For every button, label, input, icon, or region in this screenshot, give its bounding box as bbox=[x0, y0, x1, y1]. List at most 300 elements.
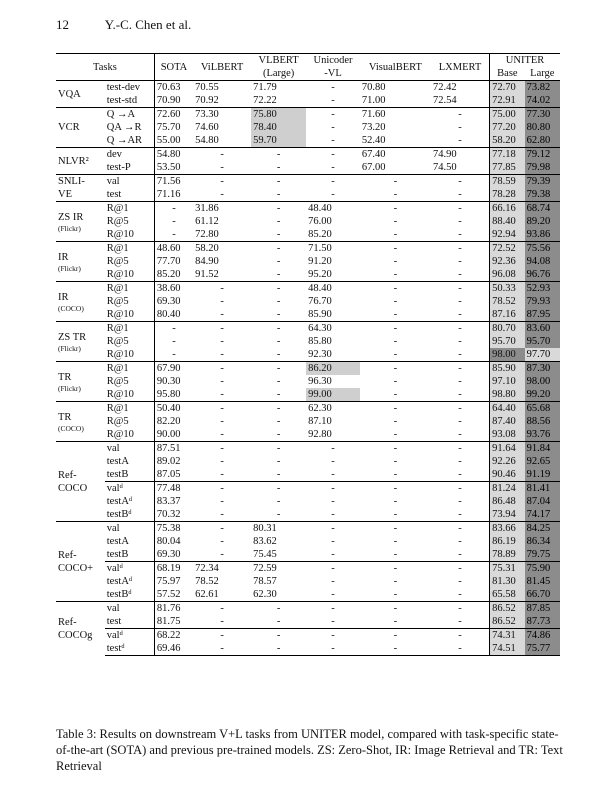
split-cell: R@1 bbox=[105, 362, 155, 376]
base-cell: 86.48 bbox=[490, 495, 525, 508]
sota-cell: - bbox=[154, 322, 193, 336]
large-cell: 98.00 bbox=[525, 375, 560, 388]
large-cell: 79.93 bbox=[525, 295, 560, 308]
vilbert-cell: 54.80 bbox=[195, 135, 219, 146]
vilbert-cell: - bbox=[220, 309, 224, 320]
lxmert-cell: - bbox=[431, 402, 490, 416]
base-cell: 75.00 bbox=[490, 108, 525, 122]
vilbert-cell: 78.52 bbox=[195, 576, 219, 587]
visualbert-cell: - bbox=[393, 229, 398, 240]
table-row bbox=[56, 615, 560, 629]
vlbert-cell: - bbox=[276, 216, 281, 227]
base-cell: 74.51 bbox=[490, 642, 525, 656]
vilbert-cell: 73.30 bbox=[193, 108, 251, 122]
split-cell: QA →R bbox=[106, 122, 142, 133]
visualbert-cell: - bbox=[393, 549, 398, 560]
unicoder-cell: - bbox=[331, 589, 335, 600]
lxmert-cell: - bbox=[431, 602, 490, 616]
sota-cell: 69.46 bbox=[154, 642, 193, 656]
vilbert-cell: - bbox=[193, 362, 251, 376]
sota-cell: 85.20 bbox=[154, 268, 193, 282]
unicoder-cell: - bbox=[331, 456, 335, 467]
task-name-cell bbox=[56, 81, 105, 108]
vlbert-cell: - bbox=[251, 602, 306, 616]
sota-cell: - bbox=[154, 335, 193, 348]
large-cell: 73.82 bbox=[525, 81, 560, 95]
table-row bbox=[56, 468, 560, 482]
sota-cell: 75.97 bbox=[154, 575, 193, 588]
visualbert-cell: - bbox=[393, 376, 398, 387]
vlbert-cell: 80.31 bbox=[251, 522, 306, 536]
sota-cell: - bbox=[154, 228, 193, 242]
task-name-cell bbox=[56, 602, 105, 656]
large-cell: 87.73 bbox=[525, 615, 560, 629]
task-group bbox=[56, 362, 560, 402]
unicoder-cell: 92.30 bbox=[308, 349, 332, 360]
vlbert-cell: - bbox=[276, 189, 281, 200]
unicoder-cell: - bbox=[331, 135, 335, 146]
visualbert-cell: - bbox=[393, 589, 398, 600]
base-cell: 87.40 bbox=[490, 415, 525, 428]
sota-cell: 83.37 bbox=[154, 495, 193, 508]
base-cell: 98.80 bbox=[490, 388, 525, 402]
vlbert-cell: - bbox=[276, 389, 281, 400]
visualbert-cell: - bbox=[360, 522, 431, 536]
task-name: TR bbox=[58, 371, 72, 383]
visualbert-cell: - bbox=[360, 202, 431, 216]
visualbert-cell: - bbox=[360, 562, 431, 576]
sota-cell: 71.16 bbox=[154, 188, 193, 202]
base-cell: 65.58 bbox=[490, 588, 525, 602]
base-cell: 64.40 bbox=[490, 402, 525, 416]
vilbert-cell: 72.34 bbox=[193, 562, 251, 576]
unicoder-cell: - bbox=[306, 108, 360, 122]
unicoder-cell: 91.20 bbox=[308, 256, 332, 267]
vlbert-cell: - bbox=[276, 349, 281, 360]
vilbert-cell: - bbox=[220, 349, 224, 360]
sota-cell: 95.80 bbox=[154, 388, 193, 402]
visualbert-cell: - bbox=[393, 336, 398, 347]
task-group bbox=[56, 108, 560, 148]
task-name-cell bbox=[56, 322, 105, 362]
split-cell: testAᵈ bbox=[106, 576, 133, 587]
unicoder-cell: 92.80 bbox=[308, 429, 332, 440]
split-cell: R@10 bbox=[106, 269, 134, 280]
split-cell: test-std bbox=[106, 95, 138, 106]
header-vlbert-sub: (Large) bbox=[251, 67, 306, 81]
base-cell: 78.89 bbox=[490, 548, 525, 562]
task-name-cell bbox=[56, 282, 105, 322]
table-row bbox=[56, 522, 560, 536]
task-name: ZS IR bbox=[58, 211, 84, 223]
vilbert-cell: - bbox=[220, 429, 224, 440]
lxmert-cell: - bbox=[458, 135, 462, 146]
vlbert-cell: - bbox=[276, 509, 281, 520]
lxmert-cell: - bbox=[458, 549, 462, 560]
task-name-cell bbox=[56, 522, 105, 602]
table-row bbox=[56, 455, 560, 468]
split-cell: testAᵈ bbox=[106, 496, 133, 507]
base-cell: 58.20 bbox=[490, 134, 525, 148]
large-cell: 89.20 bbox=[525, 215, 560, 228]
table-row bbox=[56, 121, 560, 134]
base-cell: 83.66 bbox=[490, 522, 525, 536]
table-row bbox=[56, 282, 560, 296]
visualbert-cell: - bbox=[393, 456, 398, 467]
header-large: Large bbox=[525, 67, 560, 81]
header-vlbert: VLBERT bbox=[251, 54, 306, 68]
task-dataset: (Flickr) bbox=[58, 263, 81, 273]
table-row bbox=[56, 602, 560, 616]
split-cell: R@10 bbox=[106, 349, 134, 360]
split-cell: testᵈ bbox=[105, 642, 155, 656]
lxmert-cell: - bbox=[458, 389, 462, 400]
base-cell: 50.33 bbox=[490, 282, 525, 296]
task-name: Ref- bbox=[58, 616, 77, 628]
lxmert-cell: - bbox=[458, 616, 462, 627]
header-uniter: UNITER bbox=[490, 54, 560, 68]
vlbert-cell: - bbox=[276, 309, 281, 320]
visualbert-cell: - bbox=[360, 629, 431, 643]
visualbert-cell: - bbox=[393, 616, 398, 627]
unicoder-cell: - bbox=[331, 536, 335, 547]
split-cell: testA bbox=[106, 536, 129, 547]
unicoder-cell: - bbox=[331, 95, 335, 106]
vilbert-cell: - bbox=[220, 389, 224, 400]
sota-cell: 68.19 bbox=[154, 562, 193, 576]
unicoder-cell: - bbox=[331, 576, 335, 587]
visualbert-cell: 73.20 bbox=[361, 122, 386, 133]
base-cell: 78.59 bbox=[490, 175, 525, 189]
large-cell: 66.70 bbox=[525, 588, 560, 602]
table-row bbox=[56, 202, 560, 216]
vlbert-cell: - bbox=[251, 202, 306, 216]
split-cell: val bbox=[105, 602, 155, 616]
split-cell: dev bbox=[105, 148, 155, 162]
lxmert-cell: - bbox=[458, 296, 462, 307]
unicoder-cell: 48.40 bbox=[306, 282, 360, 296]
lxmert-cell: - bbox=[431, 522, 490, 536]
task-group bbox=[56, 602, 560, 656]
lxmert-cell: - bbox=[431, 642, 490, 656]
lxmert-cell: - bbox=[458, 216, 462, 227]
vlbert-cell: 75.45 bbox=[253, 549, 277, 560]
visualbert-cell: 52.40 bbox=[361, 135, 386, 146]
visualbert-cell: - bbox=[393, 469, 398, 480]
large-cell: 97.70 bbox=[525, 348, 560, 362]
lxmert-cell: - bbox=[431, 442, 490, 456]
vlbert-cell: - bbox=[276, 429, 281, 440]
large-cell: 91.19 bbox=[525, 468, 560, 482]
lxmert-cell: - bbox=[458, 336, 462, 347]
base-cell: 86.52 bbox=[490, 615, 525, 629]
large-cell: 94.08 bbox=[525, 255, 560, 268]
lxmert-cell: - bbox=[458, 536, 462, 547]
vilbert-cell: - bbox=[220, 616, 224, 627]
unicoder-cell: 62.30 bbox=[306, 402, 360, 416]
vlbert-cell: - bbox=[251, 175, 306, 189]
unicoder-cell: 85.90 bbox=[308, 309, 332, 320]
vilbert-cell: 62.61 bbox=[195, 589, 219, 600]
large-cell: 62.80 bbox=[525, 134, 560, 148]
unicoder-cell: 76.00 bbox=[308, 216, 332, 227]
sota-cell: 54.80 bbox=[154, 148, 193, 162]
table-row bbox=[56, 575, 560, 588]
vlbert-cell: - bbox=[276, 336, 281, 347]
header-unicoder-sub: -VL bbox=[306, 67, 360, 81]
split-cell: val bbox=[105, 175, 155, 189]
large-cell: 93.86 bbox=[525, 228, 560, 242]
table-row bbox=[56, 308, 560, 322]
sota-cell: 50.40 bbox=[154, 402, 193, 416]
unicoder-cell: 99.00 bbox=[306, 388, 360, 402]
task-name: Ref- bbox=[58, 549, 77, 561]
base-cell: 73.94 bbox=[490, 508, 525, 522]
table-row bbox=[56, 348, 560, 362]
split-cell: test-dev bbox=[105, 81, 155, 95]
lxmert-cell: 74.90 bbox=[431, 148, 490, 162]
base-cell: 90.46 bbox=[490, 468, 525, 482]
unicoder-cell: 86.20 bbox=[306, 362, 360, 376]
vilbert-cell: 61.12 bbox=[195, 216, 219, 227]
vilbert-cell: - bbox=[193, 602, 251, 616]
table-row bbox=[56, 335, 560, 348]
split-cell: test-P bbox=[106, 162, 131, 173]
visualbert-cell: - bbox=[393, 256, 398, 267]
large-cell: 74.02 bbox=[525, 94, 560, 108]
large-cell: 74.17 bbox=[525, 508, 560, 522]
large-cell: 88.56 bbox=[525, 415, 560, 428]
table-row bbox=[56, 428, 560, 442]
vilbert-cell: - bbox=[220, 469, 224, 480]
task-name: ZS TR bbox=[58, 331, 87, 343]
task-name: VQA bbox=[58, 88, 81, 100]
visualbert-cell: - bbox=[393, 309, 398, 320]
unicoder-cell: - bbox=[331, 616, 335, 627]
task-group bbox=[56, 81, 560, 108]
lxmert-cell: - bbox=[458, 469, 462, 480]
task-dataset: (Flickr) bbox=[58, 223, 81, 233]
large-cell: 95.70 bbox=[525, 335, 560, 348]
lxmert-cell: 74.50 bbox=[432, 162, 457, 173]
header-visualbert: VisualBERT bbox=[360, 54, 431, 81]
visualbert-cell: 71.00 bbox=[361, 95, 386, 106]
sota-cell: 90.30 bbox=[154, 375, 193, 388]
lxmert-cell: - bbox=[458, 429, 462, 440]
task-name: IR bbox=[58, 291, 69, 303]
task-dataset: (Flickr) bbox=[58, 383, 81, 393]
sota-cell: 75.38 bbox=[154, 522, 193, 536]
lxmert-cell: - bbox=[458, 256, 462, 267]
large-cell: 75.77 bbox=[525, 642, 560, 656]
table-row bbox=[56, 548, 560, 562]
vlbert-cell: 72.22 bbox=[253, 95, 277, 106]
unicoder-cell: - bbox=[306, 602, 360, 616]
unicoder-cell: - bbox=[306, 81, 360, 95]
table-row bbox=[56, 161, 560, 175]
vlbert-cell: - bbox=[251, 242, 306, 256]
split-cell: R@1 bbox=[105, 322, 155, 336]
large-cell: 99.20 bbox=[525, 388, 560, 402]
split-cell: testBᵈ bbox=[106, 589, 132, 600]
visualbert-cell: 70.80 bbox=[360, 81, 431, 95]
visualbert-cell: - bbox=[360, 602, 431, 616]
task-dataset: (COCO) bbox=[58, 303, 84, 313]
split-cell: R@5 bbox=[106, 376, 129, 387]
large-cell: 86.34 bbox=[525, 535, 560, 548]
sota-cell: 81.75 bbox=[154, 615, 193, 629]
header-base: Base bbox=[490, 67, 525, 81]
header-lxmert: LXMERT bbox=[431, 54, 490, 81]
task-group bbox=[56, 522, 560, 602]
unicoder-cell: - bbox=[306, 522, 360, 536]
table-row bbox=[56, 482, 560, 496]
vlbert-cell: - bbox=[251, 148, 306, 162]
table-row bbox=[56, 362, 560, 376]
table-row bbox=[56, 388, 560, 402]
vlbert-cell: - bbox=[251, 482, 306, 496]
unicoder-cell: - bbox=[331, 509, 335, 520]
vlbert-cell: - bbox=[251, 629, 306, 643]
base-cell: 72.70 bbox=[490, 81, 525, 95]
visualbert-cell: - bbox=[360, 642, 431, 656]
split-cell: R@10 bbox=[106, 309, 134, 320]
split-cell: test bbox=[106, 189, 122, 200]
vlbert-cell: 71.79 bbox=[251, 81, 306, 95]
large-cell: 75.56 bbox=[525, 242, 560, 256]
lxmert-cell: - bbox=[458, 122, 462, 133]
base-cell: 75.31 bbox=[490, 562, 525, 576]
lxmert-cell: 72.42 bbox=[431, 81, 490, 95]
split-cell: R@10 bbox=[106, 429, 134, 440]
large-cell: 96.76 bbox=[525, 268, 560, 282]
split-cell: R@10 bbox=[106, 389, 134, 400]
large-cell: 84.25 bbox=[525, 522, 560, 536]
split-cell: R@5 bbox=[106, 296, 129, 307]
vilbert-cell: - bbox=[193, 522, 251, 536]
task-name-cell bbox=[56, 402, 105, 442]
visualbert-cell: - bbox=[360, 442, 431, 456]
table-row bbox=[56, 402, 560, 416]
unicoder-cell: - bbox=[306, 148, 360, 162]
task-name-cell bbox=[56, 242, 105, 282]
sota-cell: - bbox=[154, 202, 193, 216]
vilbert-cell: - bbox=[193, 282, 251, 296]
vlbert-cell: 59.70 bbox=[251, 134, 306, 148]
unicoder-cell: 95.20 bbox=[308, 269, 332, 280]
unicoder-cell: - bbox=[306, 482, 360, 496]
vilbert-cell: - bbox=[220, 189, 224, 200]
task-group bbox=[56, 402, 560, 442]
lxmert-cell: - bbox=[431, 282, 490, 296]
vlbert-cell: - bbox=[276, 229, 281, 240]
sota-cell: 67.90 bbox=[154, 362, 193, 376]
results-table bbox=[56, 53, 560, 656]
split-cell: valᵈ bbox=[105, 629, 155, 643]
lxmert-cell: - bbox=[458, 349, 462, 360]
unicoder-cell: - bbox=[331, 162, 335, 173]
split-cell: R@1 bbox=[105, 242, 155, 256]
split-cell: val bbox=[105, 522, 155, 536]
large-cell: 65.68 bbox=[525, 402, 560, 416]
vlbert-cell: 72.59 bbox=[251, 562, 306, 576]
base-cell: 80.70 bbox=[490, 322, 525, 336]
sota-cell: 68.22 bbox=[154, 629, 193, 643]
base-cell: 86.19 bbox=[490, 535, 525, 548]
visualbert-cell: - bbox=[393, 416, 398, 427]
header-tasks: Tasks bbox=[56, 54, 154, 81]
large-cell: 79.39 bbox=[525, 175, 560, 189]
vilbert-cell: - bbox=[193, 322, 251, 336]
visualbert-cell: - bbox=[393, 216, 398, 227]
base-cell: 92.26 bbox=[490, 455, 525, 468]
visualbert-cell: - bbox=[393, 429, 398, 440]
running-head-authors: Y.-C. Chen et al. bbox=[104, 17, 192, 32]
vilbert-cell: - bbox=[220, 376, 224, 387]
unicoder-cell: - bbox=[331, 496, 335, 507]
lxmert-cell: - bbox=[458, 189, 462, 200]
base-cell: 88.40 bbox=[490, 215, 525, 228]
split-cell: R@5 bbox=[106, 216, 129, 227]
visualbert-cell: 67.40 bbox=[360, 148, 431, 162]
header-vilbert: ViLBERT bbox=[193, 54, 251, 81]
split-cell: R@10 bbox=[106, 229, 134, 240]
large-cell: 79.12 bbox=[525, 148, 560, 162]
task-name-cell bbox=[56, 442, 105, 522]
split-cell: testBᵈ bbox=[106, 509, 132, 520]
visualbert-cell: - bbox=[393, 536, 398, 547]
large-cell: 87.30 bbox=[525, 362, 560, 376]
base-cell: 72.52 bbox=[490, 242, 525, 256]
lxmert-cell: - bbox=[431, 629, 490, 643]
sota-cell: 70.32 bbox=[154, 508, 193, 522]
sota-cell: 72.60 bbox=[154, 108, 193, 122]
task-name-cell bbox=[56, 108, 105, 148]
unicoder-cell: - bbox=[306, 175, 360, 189]
sota-cell: 48.60 bbox=[154, 242, 193, 256]
lxmert-cell: - bbox=[458, 576, 462, 587]
table-row bbox=[56, 322, 560, 336]
sota-cell: 80.04 bbox=[154, 535, 193, 548]
unicoder-cell: - bbox=[306, 629, 360, 643]
large-cell: 81.45 bbox=[525, 575, 560, 588]
base-cell: 74.31 bbox=[490, 629, 525, 643]
vilbert-cell: - bbox=[220, 549, 224, 560]
unicoder-cell: - bbox=[306, 442, 360, 456]
unicoder-cell: 48.40 bbox=[306, 202, 360, 216]
table-row bbox=[56, 442, 560, 456]
vilbert-cell: - bbox=[193, 148, 251, 162]
lxmert-cell: - bbox=[458, 269, 462, 280]
base-cell: 81.24 bbox=[490, 482, 525, 496]
base-cell: 93.08 bbox=[490, 428, 525, 442]
vilbert-cell: 58.20 bbox=[193, 242, 251, 256]
split-cell: valᵈ bbox=[105, 482, 155, 496]
base-cell: 87.16 bbox=[490, 308, 525, 322]
task-group bbox=[56, 202, 560, 242]
sota-cell: 89.02 bbox=[154, 455, 193, 468]
base-cell: 91.64 bbox=[490, 442, 525, 456]
lxmert-cell: - bbox=[458, 589, 462, 600]
table-row bbox=[56, 215, 560, 228]
vlbert-cell: 75.80 bbox=[251, 108, 306, 122]
page-number: 12 bbox=[56, 17, 69, 32]
visualbert-cell: - bbox=[393, 389, 398, 400]
vlbert-cell: 83.62 bbox=[253, 536, 277, 547]
lxmert-cell: - bbox=[431, 175, 490, 189]
unicoder-cell: 76.70 bbox=[308, 296, 332, 307]
unicoder-cell: - bbox=[331, 189, 335, 200]
